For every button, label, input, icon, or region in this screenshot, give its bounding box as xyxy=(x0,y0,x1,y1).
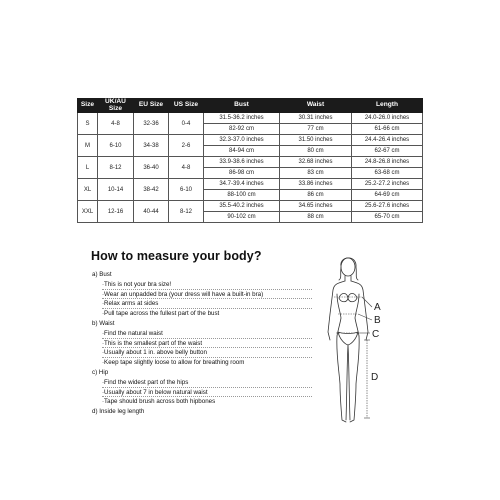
label-a: A xyxy=(374,302,381,313)
step-heading-inside-leg: d) Inside leg length xyxy=(92,408,145,416)
bust-cm-cell: 88-100 cm xyxy=(204,190,280,201)
uk-au-cell: 8-12 xyxy=(98,157,134,179)
length-inches-cell: 24.8-26.8 inches xyxy=(352,157,423,168)
waist-cm-cell: 77 cm xyxy=(280,124,352,135)
eu-cell: 38-42 xyxy=(134,179,169,201)
measurement-labels xyxy=(371,302,381,383)
length-inches-cell: 24.4-26.4 inches xyxy=(352,135,423,146)
us-cell: 8-12 xyxy=(169,201,204,223)
step-item: ·Wear an unpadded bra (your dress will have a built-in bra) xyxy=(92,290,322,300)
step-heading-waist: b) Waist xyxy=(92,319,115,327)
step-item: ·This is not your bra size! xyxy=(92,280,322,290)
label-d: D xyxy=(371,372,379,383)
bust-inches-cell: 33.9-38.6 inches xyxy=(204,157,280,168)
uk-au-cell: 4-8 xyxy=(98,113,134,135)
header-us-size: US Size xyxy=(169,99,204,113)
size-cell: XL xyxy=(78,179,98,201)
measure-guide-title: How to measure your body? xyxy=(91,249,262,263)
header-bust: Bust xyxy=(204,99,280,113)
table-row xyxy=(78,179,423,190)
bust-inches-cell: 31.5-36.2 inches xyxy=(204,113,280,124)
table-row xyxy=(78,157,423,168)
step-item: ·Find the natural waist xyxy=(92,329,322,339)
table-row xyxy=(78,113,423,124)
waist-cm-cell: 86 cm xyxy=(280,190,352,201)
waist-inches-cell: 34.65 inches xyxy=(280,201,352,212)
bust-cm-cell: 90-102 cm xyxy=(204,212,280,223)
bust-inches-cell: 35.5-40.2 inches xyxy=(204,201,280,212)
us-cell: 0-4 xyxy=(169,113,204,135)
header-eu-size: EU Size xyxy=(134,99,169,113)
size-cell: XXL xyxy=(78,201,98,223)
step-item: ·Keep tape slightly loose to allow for breathing room xyxy=(102,359,245,367)
size-cell: M xyxy=(78,135,98,157)
eu-cell: 32-36 xyxy=(134,113,169,135)
waist-inches-cell: 32.68 inches xyxy=(280,157,352,168)
table-header-row xyxy=(78,99,423,113)
bust-cm-cell: 82-92 cm xyxy=(204,124,280,135)
step-heading-hip: c) Hip xyxy=(92,368,109,376)
length-cm-cell: 64-69 cm xyxy=(352,190,423,201)
step-heading-bust: a) Bust xyxy=(92,271,112,278)
step-item: ·Find the widest part of the hips xyxy=(92,378,322,388)
table-row xyxy=(78,201,423,212)
body-measurement-figure xyxy=(318,250,428,430)
bust-inches-cell: 34.7-39.4 inches xyxy=(204,179,280,190)
bust-cm-cell: 84-94 cm xyxy=(204,146,280,157)
body-outline xyxy=(328,258,368,422)
size-cell: S xyxy=(78,113,98,135)
us-cell: 4-8 xyxy=(169,157,204,179)
uk-au-cell: 10-14 xyxy=(98,179,134,201)
length-cm-cell: 63-68 cm xyxy=(352,168,423,179)
measure-steps-list xyxy=(92,270,322,417)
waist-inches-cell: 30.31 inches xyxy=(280,113,352,124)
us-cell: 2-6 xyxy=(169,135,204,157)
header-waist: Waist xyxy=(280,99,352,113)
eu-cell: 34-38 xyxy=(134,135,169,157)
waist-cm-cell: 88 cm xyxy=(280,212,352,223)
step-item: ·Usually about 7 in below natural waist xyxy=(92,388,322,398)
us-cell: 6-10 xyxy=(169,179,204,201)
table-row xyxy=(78,135,423,146)
header-uk-au-size: UK/AU Size xyxy=(98,99,134,113)
step-item: ·Relax arms at sides xyxy=(92,299,322,309)
header-size: Size xyxy=(78,99,98,113)
waist-inches-cell: 31.50 inches xyxy=(280,135,352,146)
length-inches-cell: 25.6-27.6 inches xyxy=(352,201,423,212)
label-c: C xyxy=(372,329,380,340)
uk-au-cell: 12-16 xyxy=(98,201,134,223)
bust-cm-cell: 86-98 cm xyxy=(204,168,280,179)
size-chart-table xyxy=(77,98,423,223)
eu-cell: 36-40 xyxy=(134,157,169,179)
length-inches-cell: 25.2-27.2 inches xyxy=(352,179,423,190)
length-inches-cell: 24.0-26.0 inches xyxy=(352,113,423,124)
length-cm-cell: 62-67 cm xyxy=(352,146,423,157)
size-cell: L xyxy=(78,157,98,179)
bust-inches-cell: 32.3-37.0 inches xyxy=(204,135,280,146)
waist-inches-cell: 33.86 inches xyxy=(280,179,352,190)
label-b: B xyxy=(374,315,381,326)
waist-cm-cell: 83 cm xyxy=(280,168,352,179)
step-item: ·Pull tape across the fullest part of the bust xyxy=(102,310,220,318)
length-cm-cell: 65-70 cm xyxy=(352,212,423,223)
waist-cm-cell: 80 cm xyxy=(280,146,352,157)
eu-cell: 40-44 xyxy=(134,201,169,223)
step-item: ·Tape should brush across both hipbones xyxy=(102,398,216,406)
uk-au-cell: 6-10 xyxy=(98,135,134,157)
step-item: ·Usually about 1 in. above belly button xyxy=(92,348,322,358)
header-length: Length xyxy=(352,99,423,113)
length-cm-cell: 61-66 cm xyxy=(352,124,423,135)
step-item: ·This is the smallest part of the waist xyxy=(92,339,322,349)
